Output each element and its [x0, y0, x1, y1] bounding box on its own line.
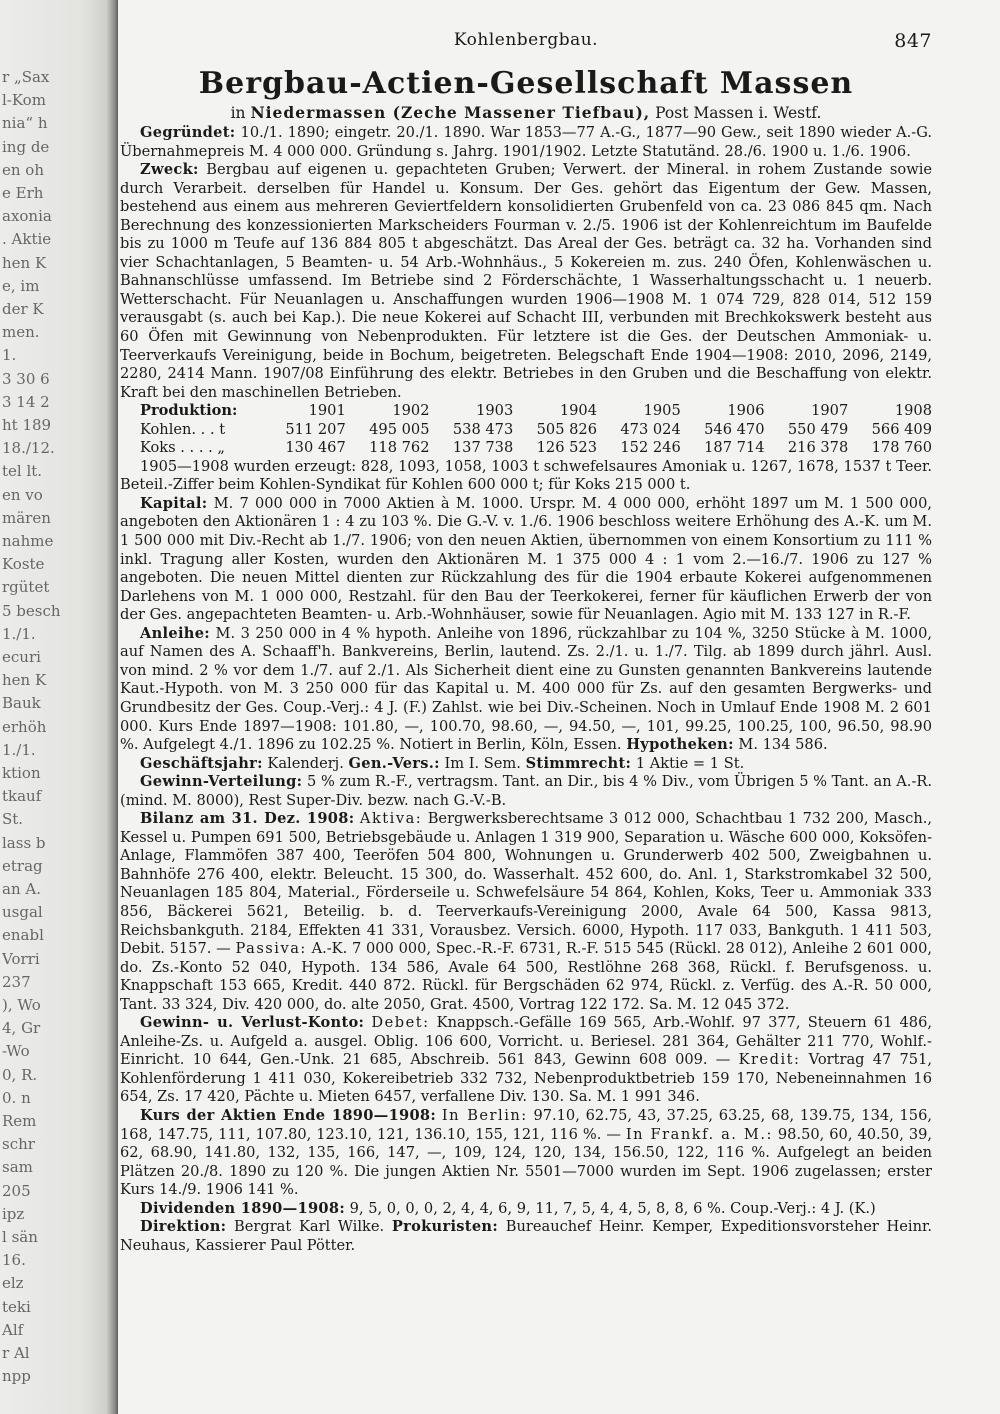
section-label: Gewinn-Verteilung:: [140, 773, 303, 791]
section-text: 1 Aktie = 1 St.: [635, 754, 745, 772]
year-1907: 1907: [811, 402, 849, 420]
facing-page-fragment: l sän: [2, 1228, 38, 1246]
facing-page-fragment: 237: [2, 972, 31, 991]
facing-page-fragment: 18./12.: [2, 439, 55, 458]
facing-page-fragment: Vorri: [2, 949, 40, 968]
production-row-koks: [120, 439, 932, 458]
section-label: Hypotheken:: [626, 736, 734, 754]
production-table: [120, 402, 932, 458]
year-1902: 1902: [392, 402, 430, 420]
book-page: [120, 30, 932, 1255]
row-label: Kohlen. . . t: [140, 420, 226, 438]
production-label: Produktion:: [140, 402, 238, 420]
facing-page-fragment: Bauk: [2, 694, 41, 713]
facing-page-fragment: hen K: [2, 671, 47, 690]
production-row-kohlen: [120, 421, 932, 440]
section-text: Bergbau auf eigenen u. gepachteten Gruben; Verwert. der Mineral. in rohem Zustande sowie durch Verarbeit. derselben für Handel u. Konsum. Der Ges. gehört das Eigentum der Gew. Massen, bestehend aus einem aus mehreren Geviertfeldern konsolidierten Grubenfeld von ca. 23 086 845 qm. Nach Berechnung des konzessionierten Markscheiders Fourman v. 2./5. 1906 ist der Kohlenreichtum im Baufelde bis zu 1000 m Teufe auf 136 884 805 t abgeschätzt. Das Areal der Ges. beträgt ca. 32 ha. Vorhanden sind vier Schachtanlagen, 5 Beamten- u. 54 Arb.-Wohnhäus., 5 Kokereien m. zus. 240 Öfen, Kohlenwäschen u. Bahnanschlüsse umfassend. Im Betriebe sind 2 Förderschächte, 1 Wasserhaltungsschacht u. 1 neuerb. Wetterschacht. Für Neuanlagen u. Anschaffungen wurden 1906—1908 M. 1 074 729, 828 014, 512 159 verausgabt (s. auch bei Kap.). Die neue Kokerei auf Schacht III, verbunden mit Brechkokswerk besteht aus 60 Öfen mit Gewinnung von Nebenprodukten. Für letztere ist die Ges. der Deutschen Ammoniak- u. Teerverkaufs Vereinigung, beide in Bochum, beigetreten. Belegschaft Ende 1904—1908: 2010, 2096, 2149, 2280, 2414 Mann. 1907/08 Einführung des elektr. Betriebes in den Gruben und die Beschaffung von elektr. Kraft bei den maschinellen Betrieben.: [120, 161, 932, 401]
aktiva-label: Aktiva:: [359, 810, 423, 828]
section-text: 9, 5, 0, 0, 0, 2, 4, 4, 6, 9, 11, 7, 5, 4, 4, 5, 8, 8, 6 %. Coup.-Verj.: 4 J. (K.): [349, 1199, 876, 1217]
table-cell: 178 760: [871, 439, 932, 457]
passiva-label: Passiva:: [235, 940, 307, 958]
company-subtitle: [120, 103, 932, 122]
facing-page-fragment: e Erh: [2, 184, 44, 202]
facing-page-fragment: schr: [2, 1135, 35, 1154]
section-label: Gen.-Vers.:: [348, 754, 440, 772]
table-cell: 216 378: [787, 439, 849, 457]
facing-page-fragment: men.: [2, 323, 40, 342]
facing-page-fragment: -Wo: [2, 1042, 30, 1061]
facing-page-fragment: 1.: [2, 346, 17, 365]
section-label: Anleihe:: [140, 624, 210, 642]
facing-page-fragment: 1./1.: [2, 740, 36, 759]
facing-page-fragment: Koste: [2, 555, 45, 574]
section-text: M. 3 250 000 in 4 % hypoth. Anleihe von 1896, rückzahlbar zu 104 %, 3250 Stücke à M. 1000, auf Namen des A. Schaaff'h. Bankvereins, Berlin, lautend. Zs. 2./1. u. 1./7. Tilg. ab 1899 durch jährl. Ausl. von mind. 2 % vor dem 1./7. auf 2./1. Als Sicherheit dient eine zu Gunsten genannten Bankvereins lautende Kaut.-Hypoth. von M. 3 250 000 für das Kapital u. M. 400 000 für Zs. auf den gesamten Bergwerks- und Grundbesitz der Ges. Coup.-Verj.: 4 J. (F.) Zahlst. wie bei Div.-Scheinen. Noch in Umlauf Ende 1908 M. 2 601 000. Kurs Ende 1897—1908: 101.80, —, 100.70, 98.60, —, 94.50, —, 101, 99.25, 100.25, 100, 96.50, 98.90 %. Aufgelegt 4./1. 1896 zu 102.25 %. Notiert in Berlin, Köln, Essen.: [120, 624, 932, 754]
year-1906: 1906: [727, 402, 765, 420]
facing-page-fragment: e, im: [2, 276, 40, 295]
facing-page-fragment: 3 14 2: [2, 392, 50, 411]
year-1904: 1904: [559, 402, 597, 420]
table-cell: 546 470: [704, 420, 765, 438]
year-1908: 1908: [894, 402, 932, 420]
year-1905: 1905: [643, 402, 681, 420]
section-label: Gewinn- u. Verlust-Konto:: [140, 1014, 365, 1032]
row-label: Koks . . . . „: [140, 439, 225, 457]
facing-page-fragment: 1./1.: [2, 624, 36, 643]
frankfurt-label: In Frankf. a. M.:: [625, 1125, 773, 1143]
year-1903: 1903: [476, 402, 514, 420]
facing-page-fragment: mären: [2, 508, 51, 527]
facing-page-fragment: Alf: [2, 1320, 24, 1339]
section-zweck: [120, 161, 932, 402]
section-label: Stimmrecht:: [525, 754, 632, 772]
running-head: [120, 30, 932, 60]
facing-page-fragment: ipz: [2, 1204, 25, 1223]
facing-page-fragment: r Al: [2, 1344, 30, 1362]
facing-page-fragment: ecuri: [2, 648, 41, 666]
section-text: Im I. Sem.: [444, 754, 521, 772]
frankfurt-text: 98.50, 60, 40.50, 39, 62, 68.90, 141.80, 132, 135, 166, 147, —, 109, 124, 120, 134, 156.50, 122, 116 %. Aufgelegt an beiden Plätzen 20./8. 1890 zu 120 %. Die jungen Aktien Nr. 5501—7000 wurden im Sept. 1906 zugelassen; erster Kurs 14./9. 1906 141 %.: [120, 1125, 933, 1199]
section-label: Prokuristen:: [391, 1218, 499, 1236]
section-text: 5 % zum R.-F., vertragsm. Tant. an Dir., bis 4 % Div., vom Übrigen 5 % Tant. an A.-R. (mind. M. 8000), Rest Super-Div. bezw. nach G.-V.-B.: [120, 773, 933, 809]
section-gewinn-verteilung: [120, 773, 932, 810]
table-cell: 187 714: [704, 439, 765, 457]
table-cell: 118 762: [369, 439, 430, 457]
section-bilanz: [120, 810, 932, 1014]
debet-label: Debet:: [371, 1014, 430, 1032]
facing-page-fragment: enabl: [2, 926, 44, 945]
section-label: Dividenden 1890—1908:: [140, 1199, 346, 1217]
section-label: Zweck:: [140, 161, 199, 179]
facing-page-fragment: rgütet: [2, 578, 50, 597]
section-label: Kurs der Aktien Ende 1890—1908:: [140, 1106, 437, 1124]
production-note: 1905—1908 wurden erzeugt: 828, 1093, 1058, 1003 t schwefelsaures Amoniak u. 1267, 1678, 1537 t Teer. Beteil.-Ziffer beim Kohlen-Syndikat für Kohlen 600 000 t; für Koks 215 000 t.: [120, 457, 932, 494]
facing-page-fragment: tkauf: [2, 787, 42, 806]
facing-page-gutter: [0, 0, 118, 1414]
section-label: Gegründet:: [140, 124, 236, 141]
facing-page-fragment: elz: [2, 1274, 24, 1293]
section-text: M. 134 586.: [738, 736, 828, 754]
facing-page-fragment: 205: [2, 1181, 31, 1200]
section-anleihe: [120, 625, 932, 755]
page-number: 847: [894, 30, 932, 52]
facing-page-fragment: ktion: [2, 764, 41, 782]
subtitle-location: Niedermassen (Zeche Massener Tiefbau),: [250, 103, 651, 122]
facing-page-fragment: 3 30 6: [2, 369, 50, 388]
section-direktion: [120, 1218, 932, 1255]
facing-page-fragment: en vo: [2, 485, 43, 504]
facing-page-fragment: r „Sax: [2, 68, 50, 86]
facing-page-fragment: en oh: [2, 160, 44, 179]
facing-page-fragment: 4, Gr: [2, 1019, 41, 1038]
section-text: 10./1. 1890; eingetr. 20./1. 1890. War 1853—77 A.-G., 1877—90 Gew., seit 1890 wieder A.-G. Übernahmepreis M. 4 000 000. Gründung s. Jahrg. 1901/1902. Letzte Statutänd. 28./6. 1900 u. 1./6. 1906.: [120, 124, 933, 160]
facing-page-fragment: nahme: [2, 532, 54, 550]
year-1901: 1901: [308, 402, 346, 420]
facing-page-fragment: erhöh: [2, 717, 47, 736]
table-cell: 473 024: [620, 420, 681, 438]
facing-page-fragment: an A.: [2, 880, 41, 898]
facing-page-fragment: axonia: [2, 207, 52, 226]
section-gegruendet: [120, 124, 932, 161]
facing-page-fragment: ), Wo: [2, 996, 41, 1014]
entry-body: [120, 124, 932, 1255]
facing-page-fragment: hen K: [2, 253, 47, 272]
debet-text: Knappsch.-Gefälle 169 565, Arb.-Wohlf. 97 377, Steuern 61 486, Anleihe-Zs. u. Aufgeld a. ausgel. Oblig. 106 600, Vorricht. u. Beriesel. 281 364, Gehälter 211 770, Wohlf.-Einricht. 10 644, Gen.-Unk. 21 685, Abschreib. 561 843, Gewinn 608 009. —: [120, 1014, 933, 1069]
facing-page-fragment: npp: [2, 1367, 31, 1386]
passiva-text: A.-K. 7 000 000, Spec.-R.-F. 6731, R.-F. 515 545 (Rückl. 28 012), Anleihe 2 601 000, do. Zs.-Konto 52 040, Hypoth. 134 586, Avale 64 500, Restlöhne 268 368, Rückl. f. Berufsgenoss. u. Knappschaft 153 665, Kredit. 440 872. Rückl. für Bergschäden 62 974, Rückl. z. Verfüg. des A.-R. 50 000, Tant. 33 324, Div. 420 000, do. alte 2050, Grat. 4500, Vortrag 122 172. Sa. M. 12 045 372.: [120, 940, 932, 1013]
section-kapital: [120, 495, 932, 625]
table-cell: 505 826: [536, 420, 597, 438]
aktiva-text: Bergwerksberechtsame 3 012 000, Schachtbau 1 732 200, Masch., Kessel u. Pumpen 691 500, Betriebsgebäude u. Anlagen 1 319 900, Separation u. Wäsche 600 000, Koksöfen-Anlage, Flammöfen 387 400, Teeröfen 504 800, Wohnungen u. Grunderwerb 402 500, Zweigbahnen u. Bahnhöfe 276 400, elektr. Beleucht. 15 300, do. Wasserhalt. 452 600, do. Anl. 1, Starkstromkabel 32 500, Neuanlagen 185 804, Material., Förderseile u. Schwefelsäure 54 864, Kohlen, Koks, Teer u. Ammoniak 333 856, Bäckerei 5621, Beteilig. b. d. Teerverkaufs-Vereinigung 2000, Avale 64 500, Kassa 9813, Reichsbankguth. 2184, Effekten 41 331, Vorausbez. Versich. 6000, Hypoth. 117 033, Bankguth. 1 411 503, Debit. 5157. —: [120, 810, 932, 958]
facing-page-fragment: 5 besch: [2, 601, 61, 620]
table-cell: 538 473: [452, 420, 514, 438]
table-cell: 126 523: [536, 439, 597, 457]
facing-page-fragment: lass b: [2, 833, 46, 852]
facing-page-fragment: teki: [2, 1297, 31, 1316]
section-label: Geschäftsjahr:: [140, 754, 263, 772]
facing-page-fragment: tel lt.: [2, 462, 43, 481]
section-label: Bilanz am 31. Dez. 1908:: [140, 810, 355, 828]
facing-page-fragment: nia“ h: [2, 114, 48, 133]
berlin-text: 97.10, 62.75, 43, 37.25, 63.25, 68, 139.75, 134, 156, 168, 147.75, 111, 107.80, 123.10, 121, 136.10, 155, 121, 116 %. —: [120, 1106, 933, 1143]
company-title: Bergbau-Actien-Gesellschaft Massen: [198, 66, 854, 101]
subtitle-post: Post Massen i. Westf.: [655, 104, 822, 122]
facing-page-fragment: l-Kom: [2, 91, 46, 110]
facing-page-fragment: 0, R.: [2, 1065, 38, 1084]
facing-page-fragment: ing de: [2, 137, 50, 156]
section-label: Direktion:: [140, 1218, 227, 1236]
facing-page-fragment: 16.: [2, 1251, 26, 1270]
table-cell: 130 467: [285, 439, 346, 457]
subtitle-prefix: in: [230, 104, 246, 122]
facing-page-fragment: . Aktie: [2, 230, 52, 249]
facing-page-fragment: usgal: [2, 903, 43, 922]
facing-page-fragment: Rem: [2, 1112, 37, 1130]
section-geschaeftsjahr: [120, 755, 932, 774]
facing-page-fragment: ht 189: [2, 416, 52, 434]
berlin-label: In Berlin:: [441, 1106, 528, 1124]
facing-page-fragment: der K: [2, 300, 44, 318]
section-dividenden: [120, 1200, 932, 1219]
table-cell: 495 005: [369, 420, 430, 438]
table-cell: 152 246: [620, 439, 681, 457]
facing-page-fragment: 0. n: [2, 1088, 31, 1107]
table-cell: 550 479: [787, 420, 849, 438]
kredit-label: Kredit:: [738, 1051, 801, 1069]
production-header-row: [120, 402, 932, 421]
running-head-title: Kohlenbergbau.: [453, 30, 599, 50]
kredit-text: Vortrag 47 751, Kohlenförderung 1 411 030, Kokereibetrieb 332 732, Nebenproduktbetrieb 159 170, Nebeneinnahmen 16 654, Zs. 17 420, Pächte u. Mieten 6457, verfallene Div. 130. Sa. M. 1 991 346.: [120, 1051, 933, 1106]
table-cell: 511 207: [285, 420, 346, 438]
facing-page-fragment: sam: [2, 1158, 33, 1177]
facing-page-fragment: etrag: [2, 856, 43, 875]
section-text: M. 7 000 000 in 7000 Aktien à M. 1000. Urspr. M. 4 000 000, erhöht 1897 um M. 1 500 000, angeboten den Aktionären 1 : 4 zu 103 %. Die G.-V. v. 1./6. 1906 beschloss weitere Erhöhung des A.-K. um M. 1 500 000 mit Div.-Recht ab 1./7. 1906; von den neuen Aktien, übernommen von einem Konsortium zu 111 % inkl. Tragung aller Kosten, wurden den Aktionären M. 1 375 000 4 : 1 vom 2.—16./7. 1906 zu 127 % angeboten. Die neuen Mittel dienten zur Rückzahlung des für die 1904 erbaute Kokerei aufgenommenen Darlehens von M. 1 000 000, Restzahl. für den Bau der Teerkokerei, ferner für käuflichen Erwerb der von der Ges. angepachteten Beamten- u. Arb.-Wohnhäuser, sowie für Neuanlagen. Agio mit M. 133 127 in R.-F.: [120, 494, 932, 624]
table-cell: 566 409: [871, 420, 932, 438]
facing-page-fragment: St.: [2, 810, 24, 829]
table-cell: 137 738: [452, 439, 514, 457]
section-kurs: [120, 1107, 932, 1200]
section-label: Kapital:: [140, 494, 208, 512]
section-text: Kalenderj.: [267, 754, 344, 772]
section-gewinn-verlust: [120, 1014, 932, 1107]
section-text: Bureauchef Heinr. Kemper, Expeditionsvorsteher Heinr. Neuhaus, Kassierer Paul Pötter.: [120, 1218, 933, 1254]
section-text: Bergrat Karl Wilke.: [234, 1218, 385, 1236]
